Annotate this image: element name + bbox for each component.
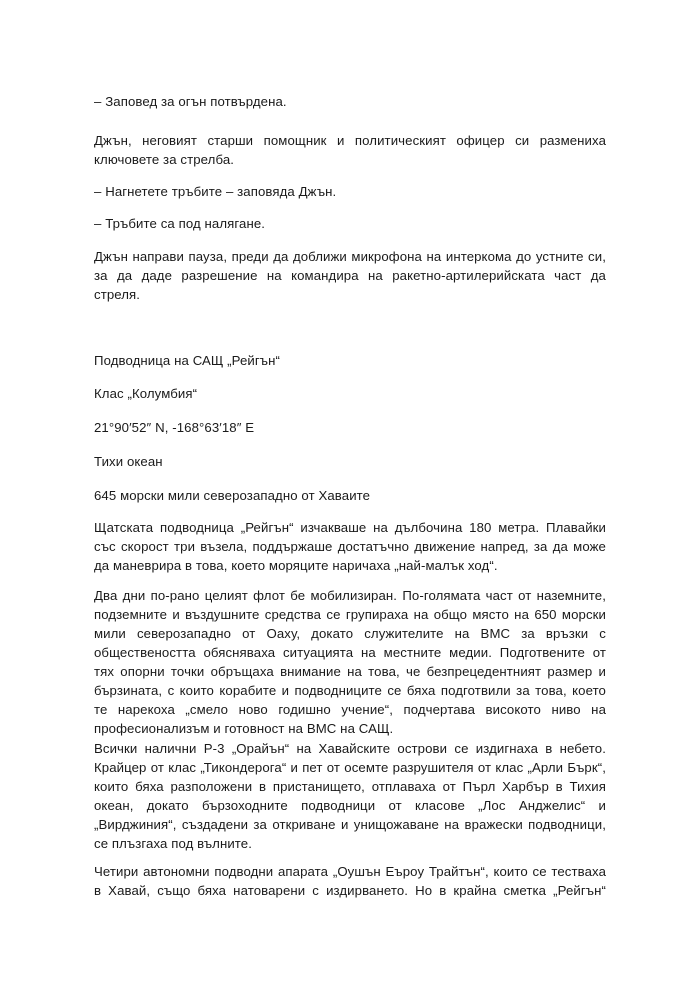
text-line: за да даде разрешение на командира на ракетно-артилерийската част да xyxy=(94,268,606,283)
text-line: Подводница на САЩ „Рейгън“ xyxy=(94,353,280,368)
text-line: Джън направи пауза, преди да доближи микрофона на интеркома до устните си, xyxy=(94,249,606,264)
paragraph-firing-keys xyxy=(94,131,606,169)
text-line: океан, докато бързоходните подводници от класове „Лос Анджелис“ и xyxy=(94,798,606,813)
paragraph-fleet-mobilized xyxy=(94,586,606,738)
scene-heading-ocean xyxy=(94,452,606,471)
text-line: професионализъм и готовност на ВМС на САЩ. xyxy=(94,721,394,736)
text-line: – Заповед за огън потвърдена. xyxy=(94,94,287,109)
text-line: обществеността обясняваха ситуацията на местните медии. Подготвените от xyxy=(94,645,606,660)
text-line: които бяха разположени в пристанището, отплаваха от Пърл Харбър в Тихия xyxy=(94,779,606,794)
text-line: ключовете за стрелба. xyxy=(94,152,235,167)
text-line: със скорост три възела, поддържаше достатъчно движение напред, за да може xyxy=(94,539,606,554)
text-line: се плъзгаха под вълните. xyxy=(94,836,253,851)
text-line: мили северозападно от Оаху, докато служителите на ВМС за връзки с xyxy=(94,626,606,641)
paragraph-permission-to-fire xyxy=(94,247,606,304)
text-line: 21°90′52″ N, -168°63′18″ E xyxy=(94,420,255,435)
text-line: бързината, с които корабите и подводниците се бяха подготвили за това, което xyxy=(94,683,606,698)
text-line: „Вирджиния“, създадени за откриване и унищожаване на вражески подводници, xyxy=(94,817,606,832)
text-line: Крайцер от клас „Тикондерога“ и пет от осемте разрушителя от клас „Арли Бърк“, xyxy=(94,760,606,775)
paragraph-orion-aircraft xyxy=(94,739,606,853)
paragraph-reagan-waiting xyxy=(94,518,606,575)
text-line: Два дни по-рано целият флот бе мобилизиран. По-голямата част от наземните, xyxy=(94,588,606,603)
paragraph-autonomous-vehicles xyxy=(94,862,606,900)
scene-heading-coordinates xyxy=(94,418,606,437)
text-line: 645 морски мили северозападно от Хаваите xyxy=(94,488,371,503)
paragraph-pressurize-tubes xyxy=(94,182,606,201)
paragraph-fire-order-confirmed xyxy=(94,92,606,111)
text-line: Клас „Колумбия“ xyxy=(94,386,198,401)
text-line: – Нагнетете тръбите – заповяда Джън. xyxy=(94,184,337,199)
text-line: Джън, неговият старши помощник и политическият офицер си размениха xyxy=(94,133,606,148)
scene-heading-submarine xyxy=(94,351,606,370)
scene-heading-class xyxy=(94,384,606,403)
scene-heading-distance xyxy=(94,486,606,505)
text-line: те нарекоха „смело ново годишно учение“, подчертава високото ниво на xyxy=(94,702,606,717)
text-line: подземните и въздушните средства се групираха на общо място на 650 морски xyxy=(94,607,606,622)
text-line: Четири автономни подводни апарата „Оушън Еъроу Трайтън“, които се тестваха xyxy=(94,864,606,879)
text-line: Всички налични Р-3 „Орайън“ на Хавайските острови се издигнаха в небето. xyxy=(94,741,606,756)
text-line: в Хавай, също бяха натоварени с издирването. Но в крайна сметка „Рейгън“ xyxy=(94,883,606,898)
text-line: да маневрира в това, което моряците наричаха „най-малък ход“. xyxy=(94,558,498,573)
text-line: стреля. xyxy=(94,287,141,302)
text-line: Тихи океан xyxy=(94,454,163,469)
text-line: Щатската подводница „Рейгън“ изчакваше на дълбочина 180 метра. Плавайки xyxy=(94,520,606,535)
text-line: тях опорни точки обръщаха внимание на това, че безпрецедентният размер и xyxy=(94,664,606,679)
paragraph-tubes-pressurized xyxy=(94,214,606,233)
text-line: – Тръбите са под налягане. xyxy=(94,216,266,231)
